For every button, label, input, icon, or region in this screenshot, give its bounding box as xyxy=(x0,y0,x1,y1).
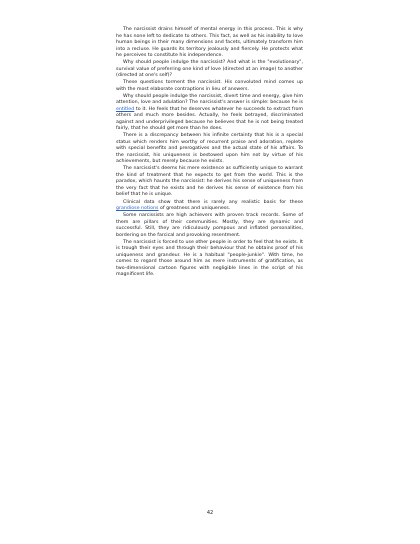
page-number: 42 xyxy=(206,510,214,516)
paragraph-text: of greatness and uniqueness. xyxy=(158,206,231,212)
grandiose-notions-link[interactable]: grandiose notions xyxy=(116,206,159,212)
paragraph: The narcissist is forced to use other people in order to feel that he exists. It is trough their eyes and through their behaviour that he obtains proof of his uniqueness and grandeur. He is a habitual "people-junkie". With time, he comes to regard those around him as mere instruments of gratification, as two-dimensional cartoon figures with negligible lines in the script of his magnificent life. xyxy=(116,239,303,278)
paragraph: Some narcissists are high achievers with proven track records. Some of them are pillars of their communities. Mostly, they are dynamic and successful. Still, they are ridiculously pompous and inflated personalities, bordering on the farcical and provoking resentment. xyxy=(116,213,303,238)
entitled-link[interactable]: entitled xyxy=(116,106,135,112)
paragraph-with-link xyxy=(116,200,303,213)
paragraph-text: Why should people indulge the narcissist, divert time and energy, give him attention, love and adulation? The narcissist's answer is simple: because he is xyxy=(116,93,303,106)
paragraph: The narcissist's deems his mere existence as sufficiently unique to warrant the kind of treatment that he expects to get from the world. This is the paradox, which haunts the narcissist: he derives his sense of uniqueness from the very fact that he exists and he derives his sense of existence from his belief that he is unique. xyxy=(116,166,303,198)
paragraph: These questions torment the narcissist. His convoluted mind comes up with the most elaborate contraptions in lieu of answers. xyxy=(116,80,303,92)
paragraph: The narcissist drains himself of mental energy in this process. This is why he has none left to dedicate to others. This fact, as well as his inability to love human beings in their many dimensions and facets, ultimately transform him into a recluse. He guards its territory jealously and fiercely. He protects what he perceives to constitute his independence. xyxy=(116,27,303,58)
paragraph-text: Clinical data show that there is rarely any realistic basis for these xyxy=(123,199,303,205)
body-text xyxy=(116,27,303,279)
paragraph: There is a discrepancy between his infinite certainty that his is a special status which renders him worthy of recurrent praise and adoration, replete with special benefits and prerogatives and the actual state of his affairs. To the narcissist, his uniqueness is bestowed upon him not by virtue of his achievements, but merely because he exists. xyxy=(116,133,303,165)
paragraph: Why should people indulge the narcissist? And what is the "evolutionary", survival value of preferring one kind of love (directed at an image) to another (directed at one's self)? xyxy=(116,60,303,79)
paragraph-with-link xyxy=(116,94,303,133)
paragraph-text: to it. He feels that he deserves whatever he succeeds to extract from others and much more besides. Actually, he feels betrayed, discriminated against and underprivileged because he believes that he is not being treated fairly, that he should get more than he does. xyxy=(116,106,303,132)
